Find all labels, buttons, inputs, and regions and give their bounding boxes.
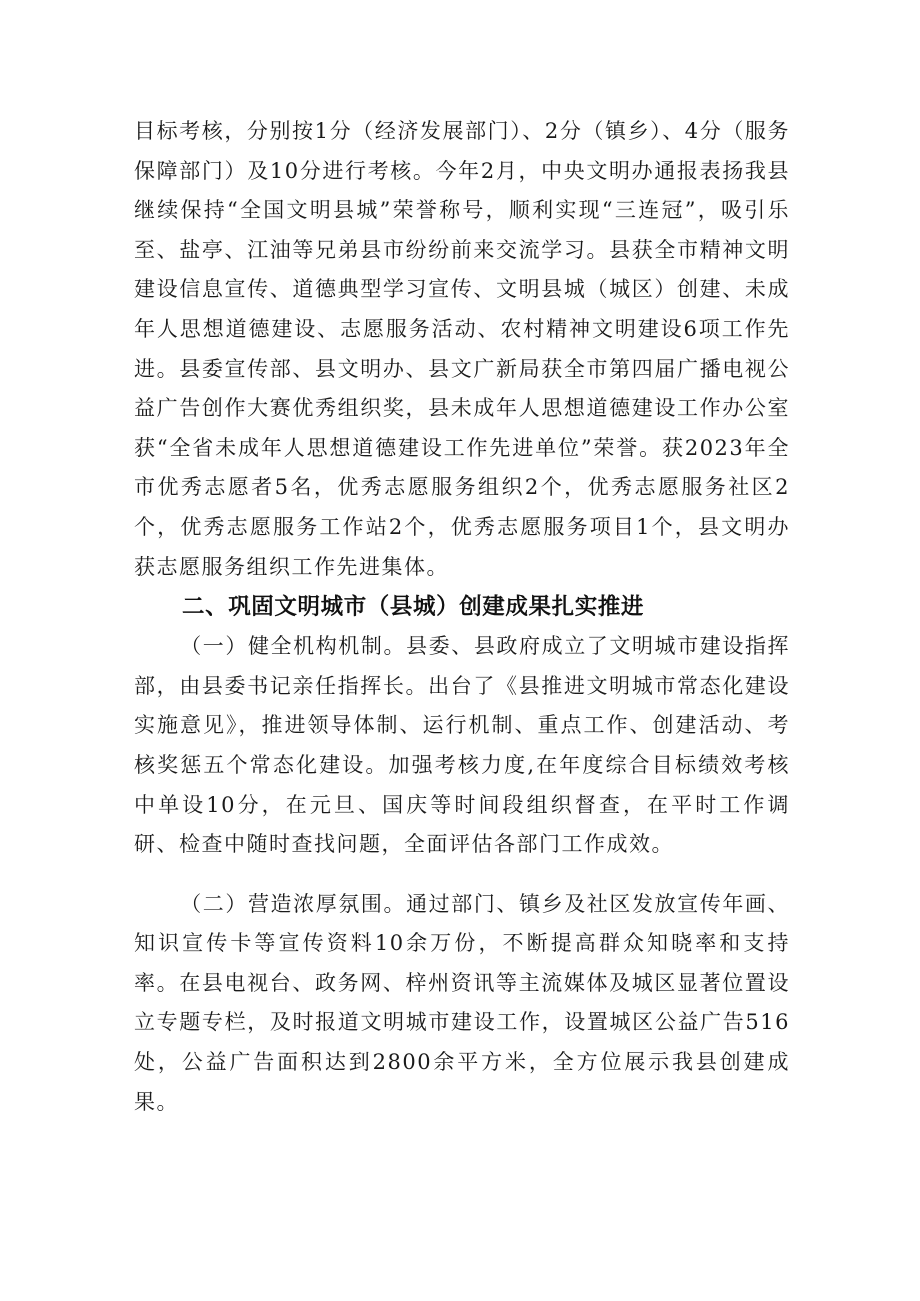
paragraph-institution-mechanism: （一）健全机构机制。县委、县政府成立了文明城市建设指挥部，由县委书记亲任指挥长。出台了《县推进文明城市常态化建设实施意见》，推进领导体制、运行机制、重点工作、创建活动、考核奖惩五个常态化建设。加强考核力度,在年度综合目标绩效考核中单设10分，在元旦、国庆等时间段组织督查，在平时工作调研、检查中随时查找问题，全面评估各部门工作成效。 xyxy=(134,634,790,857)
paragraph-target-assessment: 目标考核，分别按1分（经济发展部门）、2分（镇乡）、4分（服务保障部门）及10分进行考核。今年2月，中央文明办通报表扬我县继续保持“全国文明县城”荣誉称号，顺利实现“三连冠”，吸引乐至、盐亭、江油等兄弟县市纷纷前来交流学习。县获全市精神文明建设信息宣传、道德典型学习宣传、文明县城（城区）创建、未成年人思想道德建设、志愿服务活动、农村精神文明建设6项工作先进。县委宣传部、县文明办、县文广新局获全市第四届广播电视公益广告创作大赛优秀组织奖，县未成年人思想道德建设工作办公室获“全省未成年人思想道德建设工作先进单位”荣誉。获2023年全市优秀志愿者5名，优秀志愿服务组织2个，优秀志愿服务社区2个，优秀志愿服务工作站2个，优秀志愿服务项目1个，县文明办获志愿服务组织工作先进集体。 xyxy=(134,119,790,579)
section-heading-two: 二、巩固文明城市（县城）创建成果扎实推进 xyxy=(182,594,645,621)
paragraph-atmosphere: （二）营造浓厚氛围。通过部门、镇乡及社区发放宣传年画、知识宣传卡等宣传资料10余万份，不断提高群众知晓率和支持率。在县电视台、政务网、梓州资讯等主流媒体及城区显著位置设立专题专栏，及时报道文明城市建设工作，设置城区公益广告516处，公益广告面积达到2800余平方米，全方位展示我县创建成果。 xyxy=(134,891,790,1114)
document-body xyxy=(134,112,790,1122)
